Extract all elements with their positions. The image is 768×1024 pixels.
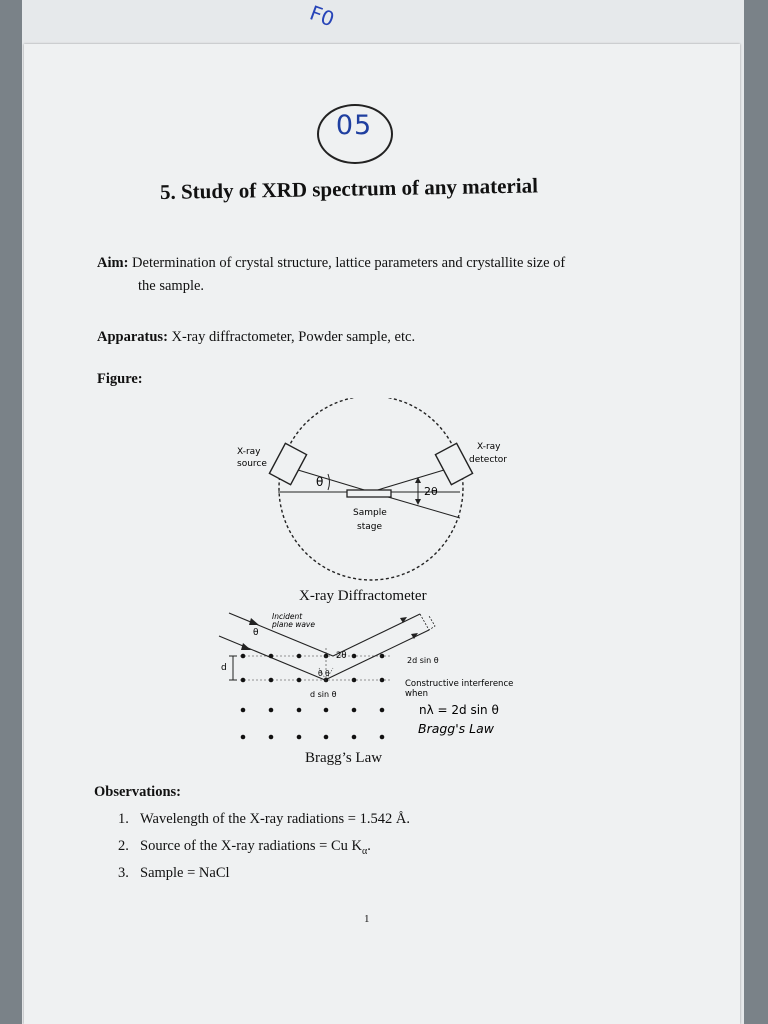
theta-arc: [328, 474, 330, 490]
diffractometer-diagram: [220, 398, 540, 583]
two-d-sin-label: 2d sin θ: [407, 656, 439, 665]
observation-subscript: α: [362, 845, 368, 857]
observations-heading: [94, 784, 181, 801]
observation-text: Sample = NaCl: [140, 865, 230, 881]
aim-text: Determination of crystal structure, lattice parameters and crystallite size of: [132, 255, 566, 271]
stage-label-2: stage: [357, 522, 382, 532]
observation-item-2: [118, 838, 371, 857]
d-label: d: [221, 663, 227, 673]
observation-text: Wavelength of the X-ray radiations = 1.542 Å.: [140, 811, 410, 827]
incident-label-2: plane wave: [272, 620, 315, 629]
page-number: 1: [364, 913, 370, 925]
aim-line-2: the sample.: [138, 278, 205, 294]
observations-label: Observations:: [94, 784, 181, 800]
diffracted-ray-1: [333, 614, 420, 656]
apparatus-line: [97, 329, 415, 346]
d-sin-label: d sin θ: [310, 690, 337, 699]
source-label-2: source: [237, 459, 267, 469]
observation-text: Source of the X-ray radiations = Cu K: [140, 838, 362, 854]
two-theta-label: 2θ: [336, 651, 347, 661]
constructive-label-1: Constructive interference: [405, 679, 514, 689]
theta-pair-label: θ θ: [318, 669, 330, 678]
observation-text-end: .: [367, 838, 371, 854]
page-title: 5. Study of XRD spectrum of any material: [159, 173, 539, 204]
bragg-law-label: Bragg's Law: [418, 721, 495, 736]
detector-label-2: detector: [469, 455, 507, 465]
figure-label: Figure:: [97, 371, 143, 387]
xray-detector-box: [435, 443, 472, 484]
apparatus-text: X-ray diffractometer, Powder sample, etc.: [171, 329, 416, 345]
sample-stage: [347, 490, 391, 497]
theta-label: θ: [316, 475, 324, 489]
detector-label-1: X-ray: [477, 442, 501, 452]
incident-beam: [298, 470, 371, 492]
bragg-caption: Bragg’s Law: [305, 750, 383, 766]
handwritten-mark: F0: [306, 0, 338, 32]
observation-item-1: [118, 811, 410, 828]
observation-number: 1.: [118, 811, 129, 827]
aim-line-1: [97, 255, 565, 272]
bragg-law-diagram: [215, 606, 525, 754]
theta-label: θ: [253, 628, 259, 638]
diffractometer-caption: X-ray Diffractometer: [299, 588, 427, 604]
observation-number: 3.: [118, 865, 129, 881]
figure-label-line: [97, 371, 143, 388]
source-label-1: X-ray: [237, 447, 261, 457]
bragg-equation: nλ = 2d sin θ: [419, 703, 499, 717]
apparatus-label: Apparatus:: [97, 329, 168, 345]
two-theta-label: 2θ: [424, 485, 438, 498]
xray-source-box: [269, 443, 306, 484]
constructive-label-2: when: [405, 689, 428, 699]
stage-label-1: Sample: [353, 508, 387, 518]
incident-label-1: Incident: [272, 612, 303, 621]
handwritten-page-mark: 05: [335, 110, 373, 141]
aim-label: Aim:: [97, 255, 129, 271]
observation-number: 2.: [118, 838, 129, 854]
observation-item-3: [118, 865, 230, 882]
